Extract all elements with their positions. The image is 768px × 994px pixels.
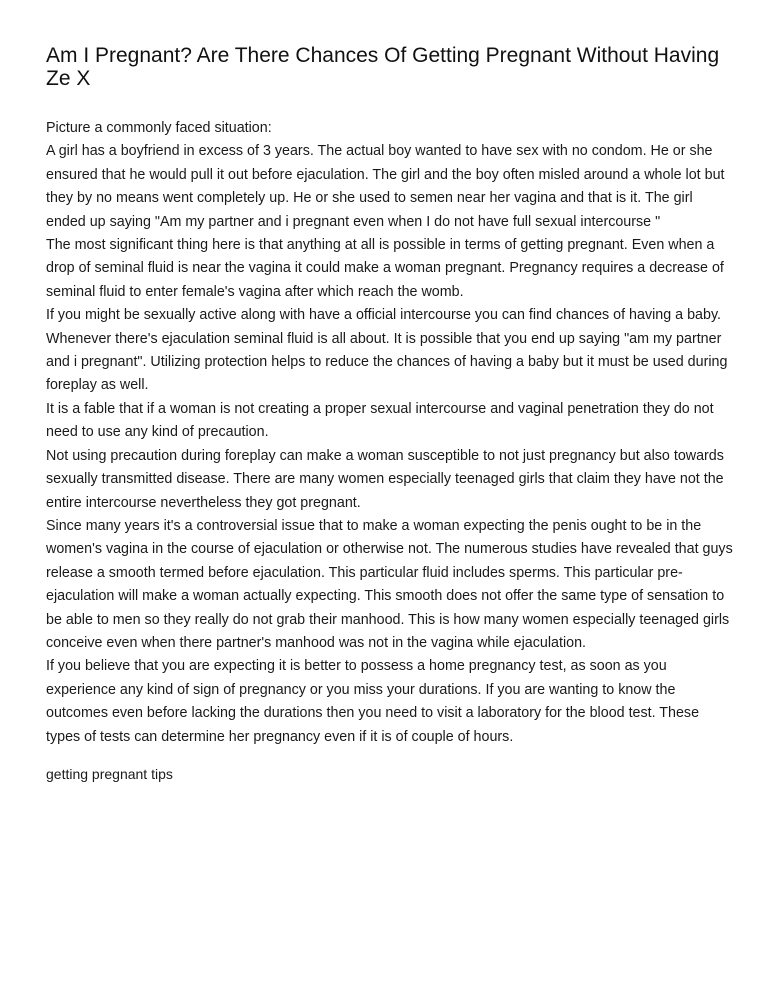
paragraph: Not using precaution during foreplay can make a woman susceptible to not just pregnancy but also towards sexually transmitted disease. There are many women especially teenaged girls that claim they have not the entire intercourse nevertheless they got pregnant. (46, 447, 724, 511)
paragraph: Picture a commonly faced situation: (46, 120, 272, 136)
paragraph: A girl has a boyfriend in excess of 3 years. The actual boy wanted to have sex with no condom. He or she ensured that he would pull it out before ejaculation. The girl and the boy often misled around a whole lot but they by no means went completely up. He or she used to semen near her vagina and that is it. The girl ended up saying "Am my partner and i pregnant even when I do not have full sexual intercourse " (46, 143, 725, 230)
paragraph: If you might be sexually active along with have a official intercourse you can find chances of having a baby. Whenever there's ejaculation seminal fluid is all about. It is possible that you end up saying "am my partner and i pregnant". Utilizing protection helps to reduce the chances of having a baby but it must be used during foreplay as well. (46, 307, 728, 394)
page-title: Am I Pregnant? Are There Chances Of Getting Pregnant Without Having Ze X (46, 44, 720, 90)
paragraph: The most significant thing here is that anything at all is possible in terms of getting pregnant. Even when a drop of seminal fluid is near the vagina it could make a woman pregnant. Pregnancy requires a decrease of seminal fluid to enter female's vagina after which reach the womb. (46, 237, 724, 300)
paragraph: Since many years it's a controversial issue that to make a woman expecting the penis ought to be in the women's vagina in the course of ejaculation or otherwise not. The numerous studies have revealed that guys release a smooth termed before ejaculation. This particular fluid includes sperms. This particular pre-ejaculation will make a woman actually expecting. This smooth does not offer the same type of sensation to be able to men so they really do not grab their manhood. This is how many women especially teenaged girls conceive even when there partner's manhood was not in the vagina while ejaculation. (46, 517, 733, 651)
paragraph: If you believe that you are expecting it is better to possess a home pregnancy test, as soon as you experience any kind of sign of pregnancy or you miss your durations. If you are wanting to know the outcomes even before lacking the durations then you need to visit a laboratory for the blood test. These types of tests can determine her pregnancy even if it is of couple of hours. (46, 658, 700, 745)
document-page (46, 44, 736, 786)
footer-link[interactable]: getting pregnant tips (46, 765, 173, 782)
paragraph: It is a fable that if a woman is not creating a proper sexual intercourse and vaginal penetration they do not need to use any kind of precaution. (46, 400, 714, 441)
article-body (46, 117, 736, 749)
